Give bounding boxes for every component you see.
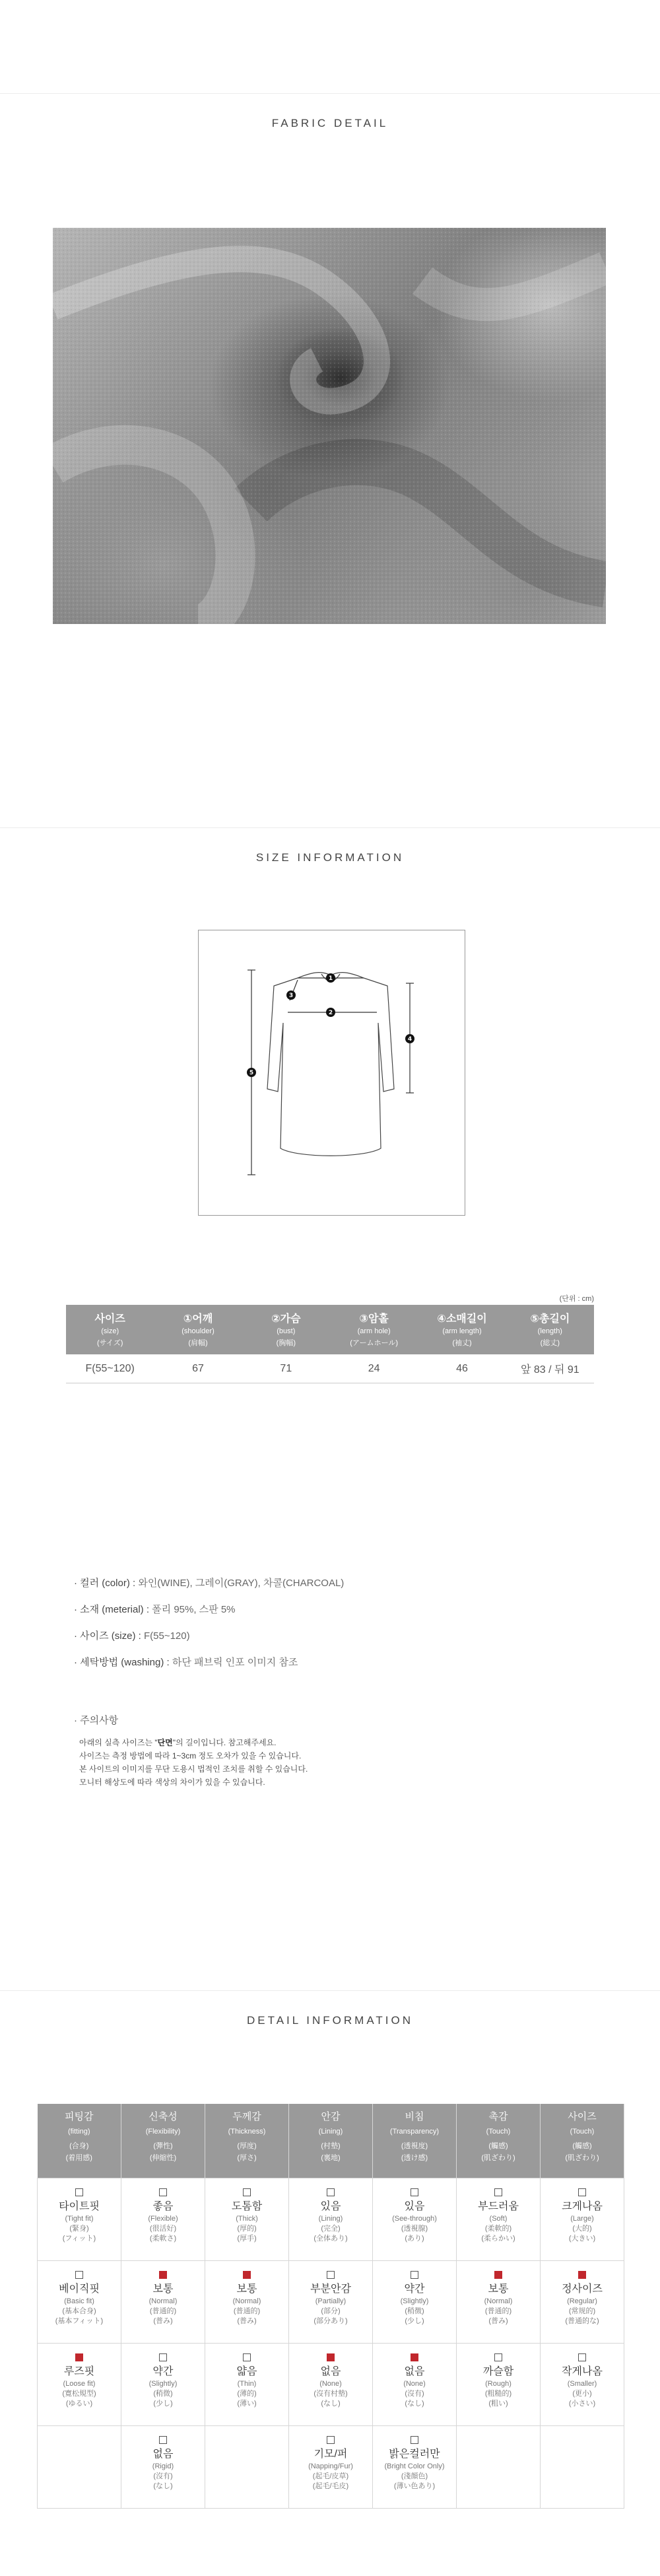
detail-cell	[121, 2343, 205, 2425]
fabric-detail-title: FABRIC DETAIL	[271, 117, 389, 129]
detail-cell-k: 보통	[152, 2283, 174, 2295]
detail-cell-e: (Soft)	[489, 2214, 508, 2223]
detail-cell-k: 도톰함	[231, 2200, 263, 2212]
size-header-j: (アームホール)	[350, 1339, 399, 1347]
notice-text: "의 길이입니다. 참고해주세요.	[172, 1738, 277, 1747]
detail-cell-j: (部分) (部分あり)	[314, 2307, 348, 2325]
notice-emphasis: 단면	[157, 1738, 173, 1747]
size-header-e: (arm hole)	[357, 1327, 391, 1335]
detail-cell-e: (None)	[319, 2379, 342, 2388]
size-header-k: ②가슴	[271, 1313, 301, 1325]
checked-box-icon	[243, 2271, 251, 2279]
detail-cell	[121, 2425, 205, 2508]
checkbox-icon	[578, 2188, 586, 2196]
detail-column-header	[373, 2104, 457, 2178]
detail-cell-k: 있음	[404, 2200, 425, 2212]
detail-cell	[373, 2178, 457, 2260]
detail-label: · 사이즈 (size) :	[74, 1630, 141, 1642]
detail-column-header	[289, 2104, 373, 2178]
detail-cell	[541, 2178, 624, 2260]
detail-cell-j: (粗糙的) (粗い)	[484, 2389, 512, 2408]
garment-measurement-diagram	[198, 930, 465, 1216]
detail-cell-j: (大的) (大きい)	[568, 2224, 596, 2243]
size-header-e: (shoulder)	[182, 1327, 214, 1335]
detail-header-k: 비침	[405, 2111, 424, 2122]
size-header-e: (bust)	[277, 1327, 296, 1335]
size-cell: F(55~120)	[66, 1354, 154, 1383]
notice-line-2: 사이즈는 측정 방법에 따라 1~3cm 정도 오차가 있을 수 있습니다.	[79, 1751, 302, 1760]
detail-cell-k: 보통	[488, 2283, 509, 2295]
detail-cell	[38, 2425, 121, 2508]
checkbox-icon	[411, 2436, 418, 2444]
detail-cell	[205, 2178, 289, 2260]
detail-cell-e: (Loose fit)	[63, 2379, 96, 2388]
detail-header-j: (厚度) (厚さ)	[237, 2142, 257, 2162]
detail-divider	[0, 1990, 660, 1991]
detail-cell-k: 없음	[404, 2365, 425, 2377]
checkbox-icon	[75, 2188, 83, 2196]
size-column-header	[242, 1305, 330, 1354]
detail-header-k: 신축성	[148, 2111, 178, 2122]
detail-cell-j: (普通的) (普み)	[149, 2307, 177, 2325]
detail-cell-j: (稍微) (少し)	[153, 2389, 173, 2408]
detail-cell-e: (Lining)	[318, 2214, 343, 2223]
checkbox-icon	[159, 2436, 167, 2444]
detail-cell-j: (常规的) (普通的な)	[565, 2307, 599, 2325]
detail-cell-j: (普通的) (普み)	[233, 2307, 261, 2325]
detail-cell-e: (Bright Color Only)	[384, 2462, 445, 2470]
detail-cell-j: (透視腺) (あり)	[401, 2224, 428, 2243]
checkbox-icon	[159, 2353, 167, 2361]
detail-information-table	[37, 2104, 624, 2509]
detail-value: 폴리 95%, 스판 5%	[149, 1604, 236, 1615]
detail-cell-j: (柔軟的) (柔らかい)	[481, 2224, 515, 2243]
size-header-k: ⑤총길이	[530, 1313, 570, 1325]
detail-cell-k: 정사이즈	[562, 2283, 603, 2295]
detail-table-row	[38, 2260, 624, 2343]
detail-cell	[289, 2343, 373, 2425]
detail-cell-k: 약간	[152, 2365, 174, 2377]
size-information-title: SIZE INFORMATION	[255, 851, 405, 864]
detail-cell-e: (Flexible)	[148, 2214, 178, 2223]
detail-column-header	[457, 2104, 541, 2178]
detail-label: · 컬러 (color) :	[74, 1578, 136, 1589]
detail-cell	[541, 2343, 624, 2425]
detail-header-j: (觸感) (肌ざわり)	[481, 2142, 515, 2162]
notice-line-3: 본 사이트의 이미지를 무단 도용시 법적인 조치를 취할 수 있습니다.	[79, 1764, 308, 1774]
size-header-k: ④소매길이	[437, 1313, 487, 1325]
size-header-j: (胸幅)	[276, 1339, 296, 1347]
checked-box-icon	[327, 2353, 335, 2361]
detail-cell-k: 작게나옴	[562, 2365, 603, 2377]
size-column-header	[154, 1305, 242, 1354]
detail-cell-e: (Rough)	[485, 2379, 512, 2388]
checkbox-icon	[494, 2353, 502, 2361]
detail-cell-j: (完全) (全体あり)	[314, 2224, 348, 2243]
detail-table-header	[38, 2104, 624, 2178]
detail-cell-k: 까슬함	[482, 2365, 514, 2377]
checkbox-icon	[159, 2188, 167, 2196]
detail-cell-j: (起毛/皮草) (起毛/毛皮)	[312, 2472, 349, 2490]
size-header-j: (肩幅)	[188, 1339, 208, 1347]
detail-cell-k: 밝은컬러만	[389, 2448, 440, 2460]
detail-cell-j: (稍徴) (少し)	[405, 2307, 424, 2325]
detail-cell-k: 없음	[320, 2365, 341, 2377]
checked-box-icon	[578, 2271, 586, 2279]
detail-cell	[541, 2425, 624, 2508]
detail-value: F(55~120)	[141, 1630, 190, 1642]
detail-cell	[457, 2425, 541, 2508]
detail-cell	[38, 2260, 121, 2343]
detail-cell-j: (基本合身) (基本フィット)	[55, 2307, 104, 2325]
detail-cell	[457, 2343, 541, 2425]
checkbox-icon	[327, 2188, 335, 2196]
detail-cell-j: (厚的) (厚手)	[237, 2224, 257, 2243]
size-table-row	[66, 1354, 594, 1383]
checkbox-icon	[75, 2271, 83, 2279]
unit-label: (단위 : cm)	[559, 1295, 594, 1303]
detail-cell-k: 보통	[236, 2283, 257, 2295]
notice-line-1	[79, 1737, 276, 1748]
detail-cell-e: (Regular)	[567, 2297, 597, 2305]
detail-header-e: (Lining)	[318, 2128, 343, 2136]
detail-cell-j: (淺顔色) (薄い色あり)	[393, 2472, 436, 2490]
size-header-e: (length)	[537, 1327, 562, 1335]
detail-washing	[74, 1655, 298, 1669]
notice-text: 아래의 실측 사이즈는 "	[79, 1738, 158, 1747]
detail-cell-e: (Slightly)	[148, 2379, 178, 2388]
detail-cell	[289, 2178, 373, 2260]
detail-header-k: 피팅감	[65, 2111, 94, 2122]
svg-text:1: 1	[328, 975, 333, 982]
detail-header-e: (Touch)	[570, 2128, 595, 2136]
detail-cell-k: 없음	[152, 2448, 174, 2460]
checkbox-icon	[494, 2188, 502, 2196]
size-cell: 46	[418, 1354, 506, 1383]
detail-table-row	[38, 2425, 624, 2508]
detail-value: 와인(WINE), 그레이(GRAY), 차콜(CHARCOAL)	[135, 1578, 345, 1589]
detail-header-k: 안감	[321, 2111, 341, 2122]
detail-column-header	[38, 2104, 121, 2178]
detail-cell	[541, 2260, 624, 2343]
detail-cell	[205, 2425, 289, 2508]
detail-cell	[38, 2178, 121, 2260]
size-header-k: ③암홀	[359, 1313, 389, 1325]
checkbox-icon	[327, 2271, 335, 2279]
detail-material	[74, 1602, 236, 1616]
detail-header-e: (Transparency)	[389, 2128, 440, 2136]
detail-header-j: (合身) (着用感)	[65, 2142, 92, 2162]
detail-cell	[457, 2260, 541, 2343]
detail-column-header	[541, 2104, 624, 2178]
detail-cell-e: (Rigid)	[152, 2462, 174, 2470]
checkbox-icon	[411, 2271, 418, 2279]
detail-cell-j: (薄的) (薄い)	[237, 2389, 257, 2408]
detail-cell-j: (沒有) (なし)	[153, 2472, 173, 2490]
detail-cell	[121, 2260, 205, 2343]
detail-cell-e: (Slightly)	[400, 2297, 429, 2305]
detail-cell	[38, 2343, 121, 2425]
detail-cell-k: 기모/퍼	[314, 2448, 348, 2460]
detail-cell-j: (沒有) (なし)	[405, 2389, 424, 2408]
svg-text:3: 3	[288, 992, 294, 999]
detail-cell-e: (Smaller)	[567, 2379, 597, 2388]
checked-box-icon	[494, 2271, 502, 2279]
size-cell: 71	[242, 1354, 330, 1383]
detail-cell	[205, 2343, 289, 2425]
detail-color	[74, 1576, 344, 1589]
size-header-k: 사이즈	[94, 1313, 125, 1325]
detail-cell-j: (沒有村墊) (なし)	[314, 2389, 348, 2408]
size-column-header	[418, 1305, 506, 1354]
detail-cell-k: 부드러움	[478, 2200, 519, 2212]
detail-table-row	[38, 2343, 624, 2425]
checked-box-icon	[411, 2353, 418, 2361]
detail-header-k: 촉감	[488, 2111, 508, 2122]
size-column-header	[66, 1305, 154, 1354]
detail-size	[74, 1628, 190, 1642]
detail-information-title: DETAIL INFORMATION	[246, 2014, 414, 2027]
detail-cell-j: (寛松規型) (ゆるい)	[62, 2389, 96, 2408]
checked-box-icon	[75, 2353, 83, 2361]
checkbox-icon	[243, 2353, 251, 2361]
detail-header-e: (Flexibility)	[145, 2128, 181, 2136]
detail-cell	[121, 2178, 205, 2260]
checkbox-icon	[327, 2436, 335, 2444]
detail-cell-e: (Large)	[570, 2214, 594, 2223]
detail-cell-k: 좋음	[152, 2200, 174, 2212]
svg-text:5: 5	[249, 1070, 254, 1076]
detail-value: 하단 패브릭 인포 이미지 참조	[169, 1657, 298, 1668]
detail-cell-e: (Normal)	[232, 2297, 261, 2305]
detail-cell-e: (Partially)	[315, 2297, 346, 2305]
detail-header-j: (村墊) (裏地)	[321, 2142, 341, 2162]
detail-header-j: (彈性) (伸縮性)	[149, 2142, 177, 2162]
detail-cell	[373, 2260, 457, 2343]
detail-header-j: (觸感) (肌ざわり)	[565, 2142, 599, 2162]
size-column-header	[506, 1305, 594, 1354]
svg-text:4: 4	[407, 1036, 412, 1043]
detail-cell-k: 얇음	[236, 2365, 257, 2377]
notice-line-4: 모니터 해상도에 따라 색상의 차이가 있을 수 있습니다.	[79, 1778, 265, 1787]
size-cell: 앞 83 / 뒤 91	[506, 1354, 594, 1383]
detail-cell-k: 부분안감	[310, 2283, 351, 2295]
checkbox-icon	[243, 2188, 251, 2196]
detail-cell-k: 루즈핏	[63, 2365, 95, 2377]
detail-cell-k: 타이트핏	[59, 2200, 100, 2212]
detail-label: · 세탁방법 (washing) :	[74, 1657, 170, 1668]
detail-header-k: 두께감	[232, 2111, 261, 2122]
detail-cell-e: (Tight fit)	[65, 2214, 94, 2223]
detail-cell-j: (更小) (小さい)	[568, 2389, 596, 2408]
detail-cell-e: (Thick)	[236, 2214, 258, 2223]
size-header-e: (size)	[101, 1327, 119, 1335]
size-header-e: (arm length)	[442, 1327, 482, 1335]
size-cell: 24	[330, 1354, 418, 1383]
notice-title: · 주의사항	[74, 1715, 119, 1726]
detail-column-header	[205, 2104, 289, 2178]
size-divider	[0, 827, 660, 828]
detail-cell-j: (緊身) (フィット)	[62, 2224, 96, 2243]
detail-header-j: (透視度) (透け感)	[401, 2142, 428, 2162]
detail-column-header	[121, 2104, 205, 2178]
detail-cell-k: 약간	[404, 2283, 425, 2295]
detail-header-e: (Touch)	[486, 2128, 511, 2136]
detail-label: · 소재 (meterial) :	[74, 1604, 149, 1615]
detail-cell-e: (Thin)	[237, 2379, 257, 2388]
checkbox-icon	[411, 2188, 418, 2196]
detail-cell-e: (None)	[403, 2379, 426, 2388]
checked-box-icon	[159, 2271, 167, 2279]
detail-cell	[373, 2343, 457, 2425]
size-header-j: (サイズ)	[96, 1339, 123, 1347]
detail-header-e: (Thickness)	[228, 2128, 266, 2136]
size-header-k: ①어깨	[183, 1313, 213, 1325]
detail-cell-k: 크게나옴	[562, 2200, 603, 2212]
detail-cell-k: 있음	[320, 2200, 341, 2212]
svg-text:2: 2	[328, 1010, 333, 1016]
size-table-header	[66, 1305, 594, 1354]
detail-header-k: 사이즈	[568, 2111, 597, 2122]
top-divider	[0, 93, 660, 94]
size-header-j: (総丈)	[540, 1339, 560, 1347]
detail-cell	[205, 2260, 289, 2343]
detail-cell	[289, 2260, 373, 2343]
size-cell: 67	[154, 1354, 242, 1383]
detail-cell-e: (Normal)	[148, 2297, 178, 2305]
size-column-header	[330, 1305, 418, 1354]
detail-cell-e: (Napping/Fur)	[308, 2462, 353, 2470]
detail-cell-j: (很活好) (柔軟さ)	[149, 2224, 177, 2243]
fabric-photo	[53, 228, 606, 624]
detail-table-row	[38, 2178, 624, 2260]
size-table	[66, 1305, 594, 1383]
detail-cell	[289, 2425, 373, 2508]
detail-cell	[457, 2178, 541, 2260]
detail-cell-j: (普通的) (普み)	[484, 2307, 512, 2325]
detail-cell	[373, 2425, 457, 2508]
detail-cell-e: (See-through)	[392, 2214, 437, 2223]
size-header-j: (袖丈)	[452, 1339, 472, 1347]
detail-cell-e: (Basic fit)	[64, 2297, 94, 2305]
detail-cell-k: 베이직핏	[59, 2283, 100, 2295]
checkbox-icon	[578, 2353, 586, 2361]
detail-cell-e: (Normal)	[484, 2297, 513, 2305]
detail-header-e: (fitting)	[67, 2128, 90, 2136]
